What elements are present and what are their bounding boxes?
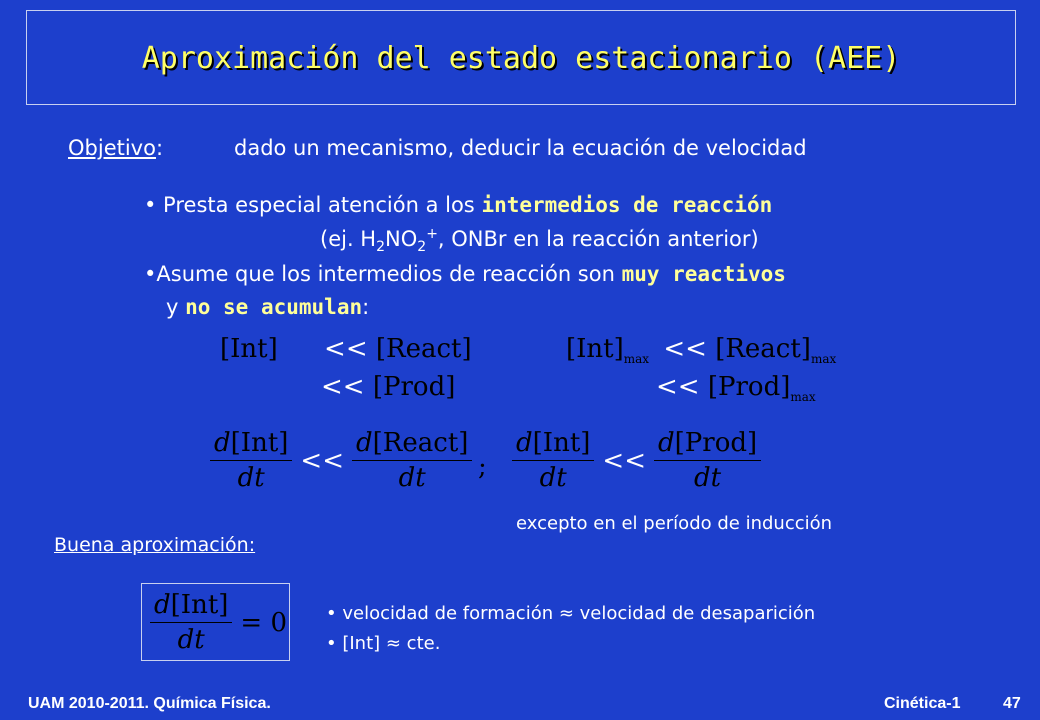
frac2-d: d bbox=[356, 428, 373, 458]
frac4-prod: [Prod] bbox=[674, 428, 758, 458]
frac5-d: d bbox=[154, 590, 171, 620]
final-bullet-constant: • [Int] ≈ cte. bbox=[326, 633, 441, 654]
steady-state-equation bbox=[150, 590, 287, 655]
objective-line bbox=[68, 136, 163, 160]
highlight-no-accumulate: no se acumulan bbox=[185, 295, 363, 319]
slide-title: Aproximación del estado estacionario (AEE) bbox=[141, 41, 901, 76]
objective-colon: : bbox=[155, 136, 164, 160]
frac-dprod-dt bbox=[654, 428, 761, 493]
bullet-reactive-y: y bbox=[166, 295, 186, 319]
ineq-max-react bbox=[566, 334, 836, 366]
frac5-dt: dt bbox=[177, 625, 205, 655]
title-box bbox=[26, 10, 1016, 105]
frac4-dt: dt bbox=[694, 463, 722, 493]
footer-section: Cinética-1 bbox=[884, 695, 961, 712]
objective-text: dado un mecanismo, deducir la ecuación de velocidad bbox=[234, 136, 807, 160]
highlight-very-reactive: muy reactivos bbox=[621, 262, 786, 286]
frac3-d: d bbox=[516, 428, 533, 458]
ineq-prod-max-sub: max bbox=[790, 390, 816, 405]
final-bullet-rates: • velocidad de formación ≈ velocidad de desaparición bbox=[326, 603, 816, 624]
ineq-int: [Int] bbox=[220, 334, 278, 364]
ineq-prod-term: [Prod] bbox=[372, 372, 456, 402]
except-text: excepto en el período de inducción bbox=[516, 513, 833, 534]
footer-left: UAM 2010-2011. Química Física. bbox=[28, 695, 271, 712]
objective-label: Objetivo bbox=[68, 136, 156, 160]
ineq-react-max-sub: max bbox=[810, 352, 837, 367]
bullet-reactive bbox=[144, 262, 786, 286]
example-sub-2b: 2 bbox=[417, 239, 427, 256]
frac1-d: d bbox=[214, 428, 231, 458]
example-sub-2a: 2 bbox=[376, 239, 386, 256]
deriv-ll-1: << bbox=[300, 445, 344, 476]
example-no: NO bbox=[385, 227, 418, 251]
example-rest: , ONBr en la reacción anterior) bbox=[437, 227, 759, 251]
deriv-separator: ; bbox=[478, 452, 487, 482]
good-approx-label: Buena aproximación: bbox=[54, 534, 256, 556]
bullet-intermediates-example bbox=[320, 226, 759, 255]
frac5-int: [Int] bbox=[170, 590, 229, 620]
frac1-dt: dt bbox=[237, 463, 265, 493]
ineq-prod bbox=[321, 372, 455, 402]
footer-page-number: 47 bbox=[1003, 695, 1021, 712]
ineq-int-react bbox=[220, 334, 472, 364]
ineq-ll-1: << bbox=[324, 334, 368, 364]
ineq-ll-2: << bbox=[321, 372, 365, 402]
frac-dint-dt-1 bbox=[210, 428, 292, 493]
ineq-ll-3: << bbox=[663, 334, 707, 364]
frac2-react: [React] bbox=[372, 428, 469, 458]
deriv-ineq-react bbox=[210, 428, 472, 493]
highlight-intermediates: intermedios de reacción bbox=[481, 193, 773, 217]
ineq-int-max-sub: max bbox=[623, 352, 650, 367]
deriv-ineq-prod bbox=[512, 428, 761, 493]
frac-dint-dt-final bbox=[150, 590, 232, 655]
frac1-int: [Int] bbox=[230, 428, 289, 458]
ineq-react: [React] bbox=[375, 334, 472, 364]
frac3-dt: dt bbox=[539, 463, 567, 493]
example-h: (ej. H bbox=[320, 227, 377, 251]
ineq-prod-max bbox=[656, 372, 816, 404]
frac3-int: [Int] bbox=[532, 428, 591, 458]
frac-dint-dt-2 bbox=[512, 428, 594, 493]
ineq-ll-4: << bbox=[656, 372, 700, 402]
bullet-reactive-prefix: •Asume que los intermedios de reacción son bbox=[144, 262, 622, 286]
bullet-intermediates-prefix: • Presta especial atención a los bbox=[144, 193, 482, 217]
ineq-react-max: [React] bbox=[715, 334, 811, 364]
ineq-prod-max-term: [Prod] bbox=[707, 372, 791, 402]
bullet-reactive-colon: : bbox=[362, 295, 370, 319]
bullet-intermediates bbox=[144, 193, 772, 217]
final-eq-rhs: = 0 bbox=[240, 607, 288, 638]
deriv-ll-2: << bbox=[602, 445, 646, 476]
example-sup-plus: + bbox=[426, 226, 438, 242]
frac4-d: d bbox=[658, 428, 675, 458]
frac-dreact-dt bbox=[352, 428, 472, 493]
ineq-int-max: [Int] bbox=[566, 334, 624, 364]
frac2-dt: dt bbox=[398, 463, 426, 493]
bullet-reactive-line2 bbox=[166, 295, 369, 319]
steady-state-equation-box bbox=[141, 583, 290, 661]
